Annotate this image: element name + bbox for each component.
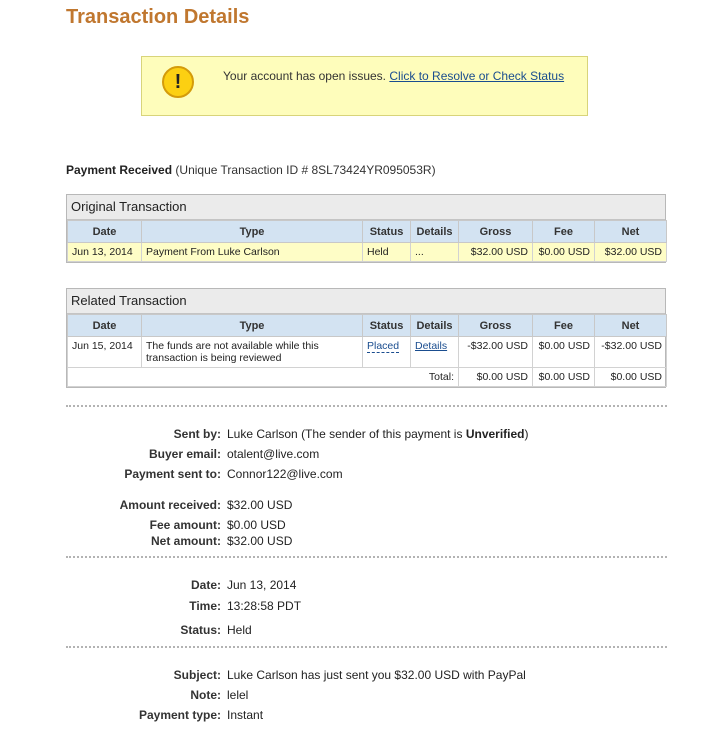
alert-message-line	[223, 69, 564, 83]
sent-to-value: Connor122@live.com	[227, 467, 343, 481]
cell-fee: $0.00 USD	[533, 337, 595, 368]
sent-by-value	[227, 427, 529, 441]
sent-to-row	[0, 467, 713, 483]
col-fee: Fee	[533, 221, 595, 243]
time-value: 13:28:58 PDT	[227, 599, 302, 613]
cell-type: Payment From Luke Carlson	[142, 243, 363, 262]
net-amount-row	[0, 534, 713, 550]
table-row	[68, 337, 667, 368]
col-gross: Gross	[459, 315, 533, 337]
col-gross: Gross	[459, 221, 533, 243]
sent-by-row	[0, 427, 713, 443]
sent-to-label: Payment sent to:	[124, 467, 221, 481]
sender-note: (The sender of this payment is	[301, 427, 463, 441]
total-gross: $0.00 USD	[459, 368, 533, 387]
original-transaction-table	[67, 220, 667, 262]
note-label: Note:	[190, 688, 221, 702]
cell-gross: -$32.00 USD	[459, 337, 533, 368]
cell-status: Held	[363, 243, 411, 262]
buyer-email-value: otalent@live.com	[227, 447, 320, 461]
section-divider	[66, 405, 667, 407]
verification-status: Unverified	[465, 427, 525, 441]
col-type: Type	[142, 315, 363, 337]
cell-date: Jun 15, 2014	[68, 337, 142, 368]
sender-name: Luke Carlson	[227, 427, 298, 441]
buyer-email-label: Buyer email:	[148, 447, 221, 461]
cell-details	[411, 337, 459, 368]
amount-received-label: Amount received:	[119, 498, 221, 512]
cell-type: The funds are not available while this transaction is being reviewed	[142, 337, 363, 368]
amount-received-row	[0, 498, 713, 514]
col-details: Details	[411, 315, 459, 337]
status-label: Status:	[180, 623, 221, 637]
related-transaction-table	[67, 314, 667, 387]
status-value: Held	[227, 623, 252, 637]
table-header-row	[68, 221, 667, 243]
related-transaction-box	[66, 288, 666, 388]
col-fee: Fee	[533, 315, 595, 337]
status-placed-link[interactable]: Placed	[367, 340, 400, 352]
col-status: Status	[363, 221, 411, 243]
net-amount-label: Net amount:	[151, 534, 221, 548]
buyer-email-row	[0, 447, 713, 463]
col-date: Date	[68, 221, 142, 243]
fee-amount-label: Fee amount:	[149, 518, 221, 532]
cell-gross: $32.00 USD	[459, 243, 533, 262]
section-divider	[66, 646, 667, 648]
payment-type-heading: Payment Received	[66, 163, 173, 177]
col-date: Date	[68, 315, 142, 337]
total-net: $0.00 USD	[595, 368, 667, 387]
payment-type-value: Instant	[227, 708, 264, 722]
cell-net: $32.00 USD	[595, 243, 667, 262]
note-row	[0, 688, 713, 704]
sent-by-label: Sent by:	[173, 427, 221, 441]
col-type: Type	[142, 221, 363, 243]
warning-icon: !	[162, 66, 194, 98]
amount-received-value: $32.00 USD	[227, 498, 293, 512]
payment-type-row	[0, 708, 713, 724]
col-net: Net	[595, 315, 667, 337]
subject-value: Luke Carlson has just sent you $32.00 USD with PayPal	[227, 668, 526, 682]
alert-message: Your account has open issues.	[223, 69, 387, 83]
col-net: Net	[595, 221, 667, 243]
subject-label: Subject:	[173, 668, 221, 682]
date-label: Date:	[190, 578, 221, 592]
payment-type-label: Payment type:	[138, 708, 221, 722]
account-issues-alert	[141, 56, 588, 116]
transaction-id: (Unique Transaction ID # 8SL73424YR095053R)	[175, 163, 436, 177]
note-value: lelel	[227, 688, 249, 702]
total-fee: $0.00 USD	[533, 368, 595, 387]
time-label: Time:	[189, 599, 221, 613]
date-row	[0, 578, 713, 594]
col-status: Status	[363, 315, 411, 337]
table-row	[68, 243, 667, 262]
related-transaction-title: Related Transaction	[67, 289, 665, 314]
cell-net: -$32.00 USD	[595, 337, 667, 368]
fee-amount-value: $0.00 USD	[227, 518, 286, 532]
date-value: Jun 13, 2014	[227, 578, 297, 592]
details-link[interactable]: Details	[415, 340, 448, 352]
total-row	[68, 368, 667, 387]
subject-row	[0, 668, 713, 684]
original-transaction-title: Original Transaction	[67, 195, 665, 220]
cell-date: Jun 13, 2014	[68, 243, 142, 262]
payment-heading	[66, 163, 436, 177]
original-transaction-box	[66, 194, 666, 263]
time-row	[0, 599, 713, 615]
col-details: Details	[411, 221, 459, 243]
status-row	[0, 623, 713, 639]
net-amount-value: $32.00 USD	[227, 534, 293, 548]
section-divider	[66, 556, 667, 558]
page-title: Transaction Details	[66, 6, 250, 28]
total-label: Total:	[68, 368, 459, 387]
cell-details: ...	[411, 243, 459, 262]
cell-status	[363, 337, 411, 368]
cell-fee: $0.00 USD	[533, 243, 595, 262]
resolve-issues-link[interactable]: Click to Resolve or Check Status	[389, 69, 565, 83]
table-header-row	[68, 315, 667, 337]
sender-note-close: )	[524, 427, 529, 441]
fee-amount-row	[0, 518, 713, 534]
